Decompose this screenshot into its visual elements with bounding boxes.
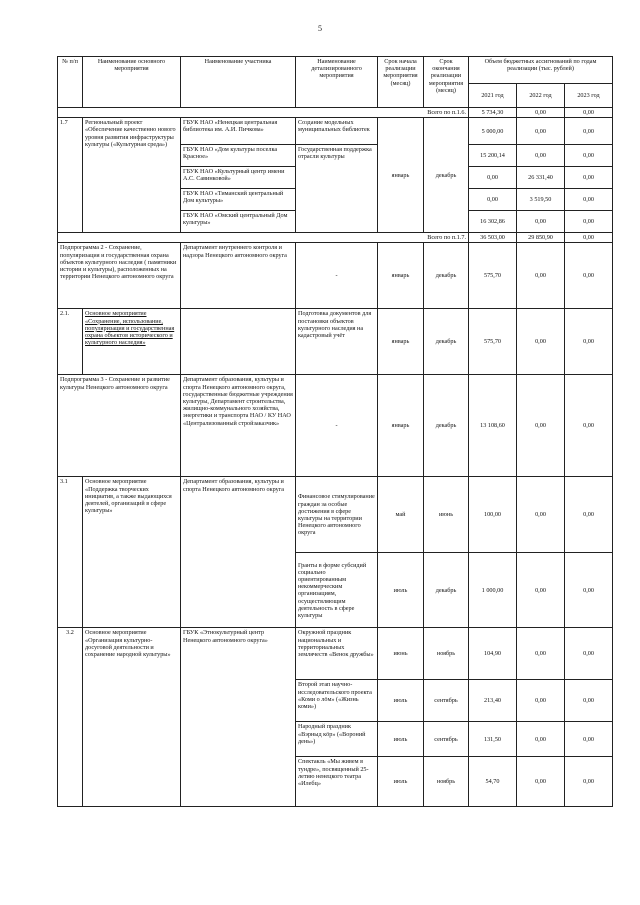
row-1-7-2021-1: 5 000,00	[469, 118, 517, 145]
row-3-1-2021-1: 100,00	[469, 477, 517, 553]
row-1-7-participant-4: ГБУК НАО «Тиманский центральный Дом культуры»	[181, 189, 296, 211]
row-2-1-start: январь	[378, 309, 424, 375]
sub3-activity: Подпрограмма 3 - Сохранение и развитие культуры Ненецкого автономного округа	[58, 375, 181, 477]
row-1-7-participant-5: ГБУК НАО «Омский центральный Дом культуры»	[181, 211, 296, 233]
sub2-participant: Департамент внутреннего контроля и надзора Ненецкого автономного округа	[181, 243, 296, 309]
row-1-7-2023-5: 0,00	[565, 211, 613, 233]
row-2-1-2023: 0,00	[565, 309, 613, 375]
row-1-7-participant-2: ГБУК НАО «Дом культуры поселка Красное»	[181, 145, 296, 167]
sub2-2022: 0,00	[517, 243, 565, 309]
header-end: Срок окончания реализации мероприятия (месяц)	[424, 57, 469, 108]
header-2022: 2022 год	[517, 84, 565, 108]
row-3-2-2023-4: 0,00	[565, 757, 613, 807]
row-2-1-participant	[181, 309, 296, 375]
row-3-1-num: 3.1	[58, 477, 83, 628]
sub3-detailed: -	[296, 375, 378, 477]
row-3-2-2022-2: 0,00	[517, 680, 565, 722]
row-3-1-participant: Департамент образования, культуры и спорта Ненецкого автономного округа	[181, 477, 296, 628]
row-3-2-end-3: сентябрь	[424, 722, 469, 757]
row-1-7-2021-5: 16 302,86	[469, 211, 517, 233]
row-1-7-2022-4: 3 519,50	[517, 189, 565, 211]
row-1-7-activity: Региональный проект «Обеспечение качественно нового уровня развития инфраструктуры культуры («Культурная среда»)	[83, 118, 181, 233]
row-3-2-2022-1: 0,00	[517, 628, 565, 680]
row-3-2-detailed-2: Второй этап научно-исследовательского проекта «Коми о лöм» («Жизнь коми»)	[296, 680, 378, 722]
row-3-2-2023-1: 0,00	[565, 628, 613, 680]
row-1-7-2021-2: 15 200,14	[469, 145, 517, 167]
row-2-1-num: 2.1.	[58, 309, 83, 375]
row-3-1-end-2: декабрь	[424, 553, 469, 628]
row-2-1-detailed: Подготовка документов для постановки объектов культурного наследия на кадастровый учёт	[296, 309, 378, 375]
header-activity: Наименование основного мероприятия	[83, 57, 181, 108]
sub3-participant: Департамент образования, культуры и спорта Ненецкого автономного округа, государственные бюджетные учреждения культуры, Департамент строительства, жилищно-коммунального хозяйства, энергетики и транспорта НАО / КУ НАО «Централизованный стройзаказчик»	[181, 375, 296, 477]
sub3-2022: 0,00	[517, 375, 565, 477]
row-3-1-2023-2: 0,00	[565, 553, 613, 628]
header-start: Срок начала реализации мероприятия (месяц)	[378, 57, 424, 108]
row-1-7-detailed-2: Государственная поддержка отрасли культуры	[296, 145, 378, 233]
sub3-2021: 13 108,60	[469, 375, 517, 477]
row-3-2-start-2: июль	[378, 680, 424, 722]
row-1-7-2022-1: 0,00	[517, 118, 565, 145]
row-3-2-2022-4: 0,00	[517, 757, 565, 807]
row-3-2-end-2: сентябрь	[424, 680, 469, 722]
row-3-2-2023-2: 0,00	[565, 680, 613, 722]
total-1-7-2023: 0,00	[565, 233, 613, 243]
total-1-7-2021: 36 503,00	[469, 233, 517, 243]
row-3-1-detailed-1: Финансовое стимулирование граждан за особые достижения в сфере культуры на территории Ненецкого автономного округа	[296, 477, 378, 553]
total-1-7-2022: 29 850,90	[517, 233, 565, 243]
row-1-7-2023-1: 0,00	[565, 118, 613, 145]
row-1-7-end: декабрь	[424, 118, 469, 233]
row-2-1-2021: 575,70	[469, 309, 517, 375]
sub2-start: январь	[378, 243, 424, 309]
sub3-end: декабрь	[424, 375, 469, 477]
row-3-2-end-4: ноябрь	[424, 757, 469, 807]
header-num: № п/п	[58, 57, 83, 108]
row-2-1-end: декабрь	[424, 309, 469, 375]
row-3-2-end-1: ноябрь	[424, 628, 469, 680]
row-3-2-detailed-3: Народный праздник «Вэрныд кöр» («Вороний день»)	[296, 722, 378, 757]
row-3-2-2022-3: 0,00	[517, 722, 565, 757]
row-1-7-2023-2: 0,00	[565, 145, 613, 167]
row-3-2-2021-2: 213,40	[469, 680, 517, 722]
row-2-1-2022: 0,00	[517, 309, 565, 375]
row-1-7-num: 1.7	[58, 118, 83, 233]
total-1-6-label: Всего по п.1.6.	[58, 108, 469, 118]
total-1-7-label: Всего по п.1.7.	[58, 233, 469, 243]
row-3-2-2023-3: 0,00	[565, 722, 613, 757]
sub3-start: январь	[378, 375, 424, 477]
row-1-7-start: январь	[378, 118, 424, 233]
sub2-2023: 0,00	[565, 243, 613, 309]
row-3-1-2023-1: 0,00	[565, 477, 613, 553]
row-3-1-end-1: июнь	[424, 477, 469, 553]
row-2-1-activity: Основное мероприятие «Сохранение, использование, популяризация и государственная охрана объектов исторического и культурного наследия»	[83, 309, 181, 375]
row-3-2-num: 3.2	[58, 628, 83, 807]
page-number: 5	[318, 24, 322, 33]
sub2-detailed: -	[296, 243, 378, 309]
row-1-7-2021-4: 0,00	[469, 189, 517, 211]
row-3-2-start-3: июль	[378, 722, 424, 757]
row-3-1-2022-2: 0,00	[517, 553, 565, 628]
row-3-1-activity: Основное мероприятие «Поддержка творческих инициатив, а также выдающихся деятелей, организаций в сфере культуры»	[83, 477, 181, 628]
row-3-2-start-1: июнь	[378, 628, 424, 680]
row-3-2-2021-4: 54,70	[469, 757, 517, 807]
row-3-2-participant: ГБУК «Этнокультурный центр Ненецкого автономного округа»	[181, 628, 296, 807]
budget-table	[57, 56, 613, 807]
header-2023: 2023 год	[565, 84, 613, 108]
row-3-1-2021-2: 1 000,00	[469, 553, 517, 628]
row-1-7-participant-1: ГБУК НАО «Ненецкая центральная библиотека им. А.И. Пичкова»	[181, 118, 296, 145]
row-3-2-2021-3: 131,50	[469, 722, 517, 757]
row-1-7-participant-3: ГБУК НАО «Культурный центр имени А.С. Савинковой»	[181, 167, 296, 189]
row-1-7-2023-3: 0,00	[565, 167, 613, 189]
sub3-2023: 0,00	[565, 375, 613, 477]
row-3-2-detailed-4: Спектакль «Мы живем в тундре», посвященный 25-летию ненецкого театра «Илебц»	[296, 757, 378, 807]
header-budget: Объем бюджетных ассигнований по годам реализации (тыс. рублей)	[469, 57, 613, 84]
row-3-2-start-4: июль	[378, 757, 424, 807]
row-3-1-start-1: май	[378, 477, 424, 553]
row-1-7-2022-3: 26 331,40	[517, 167, 565, 189]
sub2-end: декабрь	[424, 243, 469, 309]
sub2-2021: 575,70	[469, 243, 517, 309]
row-1-7-2022-5: 0,00	[517, 211, 565, 233]
row-3-2-detailed-1: Окружной праздник национальных и территориальных землячеств «Венок дружбы»	[296, 628, 378, 680]
row-3-2-activity: Основное мероприятие «Организация культурно-досуговой деятельности и сохранение народной культуры»	[83, 628, 181, 807]
total-1-6-2022: 0,00	[517, 108, 565, 118]
row-1-7-detailed-1: Создание модельных муниципальных библиотек	[296, 118, 378, 145]
row-3-1-2022-1: 0,00	[517, 477, 565, 553]
row-1-7-2023-4: 0,00	[565, 189, 613, 211]
sub2-activity: Подпрограмма 2 - Сохранение, популяризация и государственная охрана объектов культурного наследия ( памятники истории и культуры), расположенных на территории Ненецкого автономного округа	[58, 243, 181, 309]
header-2021: 2021 год	[469, 84, 517, 108]
header-detailed: Наименование детализированного мероприятия	[296, 57, 378, 108]
row-1-7-2022-2: 0,00	[517, 145, 565, 167]
row-3-1-start-2: июль	[378, 553, 424, 628]
header-participant: Наименование участника	[181, 57, 296, 108]
total-1-6-2021: 5 734,30	[469, 108, 517, 118]
row-3-2-2021-1: 104,90	[469, 628, 517, 680]
row-1-7-2021-3: 0,00	[469, 167, 517, 189]
row-3-1-detailed-2: Гранты в форме субсидий социально ориентированным некоммерческим организациям, осуществляющим деятельность в сфере культуры	[296, 553, 378, 628]
total-1-6-2023: 0,00	[565, 108, 613, 118]
